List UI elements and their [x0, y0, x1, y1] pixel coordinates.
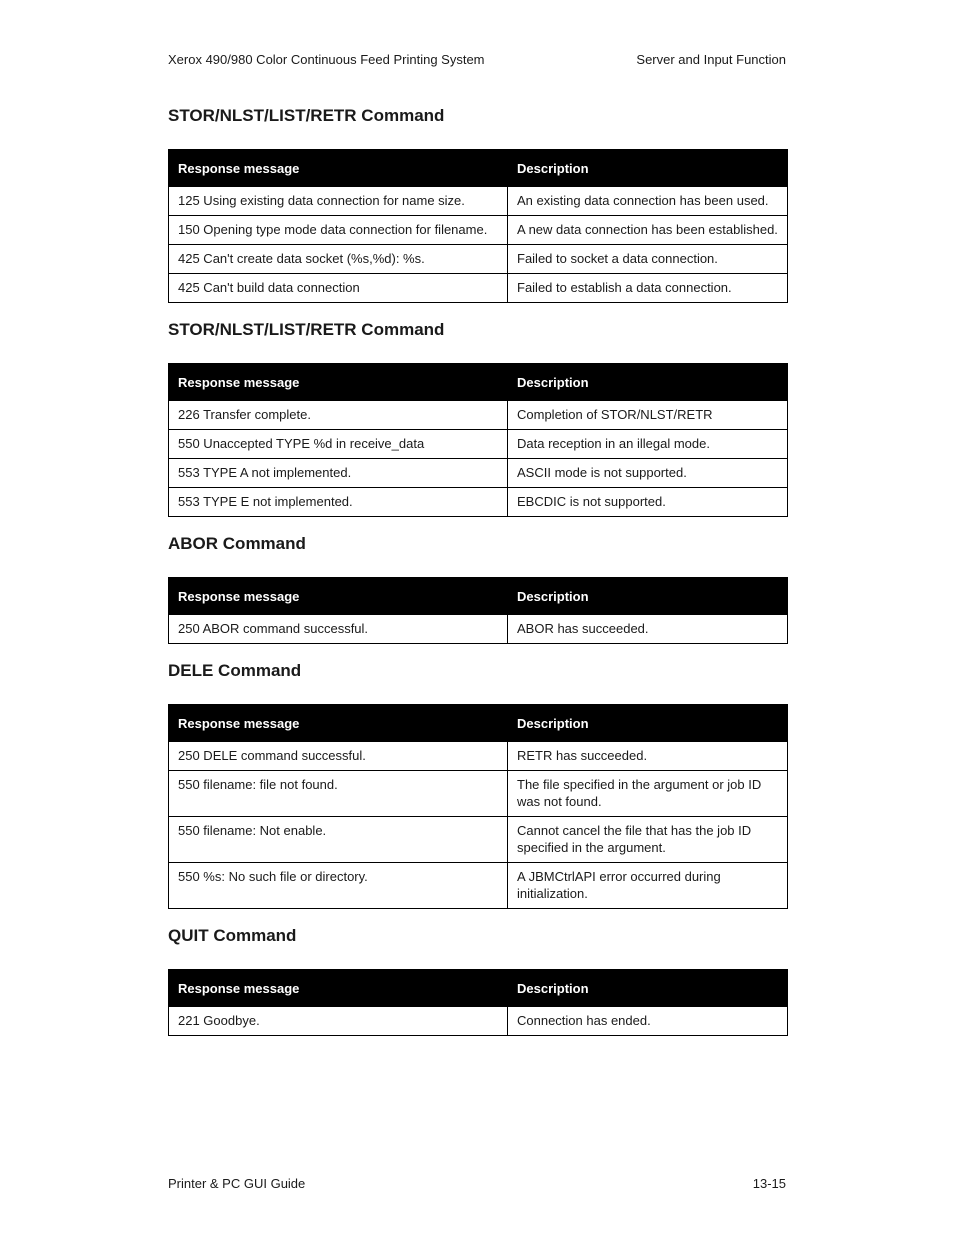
description-cell: Completion of STOR/NLST/RETR — [508, 401, 788, 430]
column-header-response-message: Response message — [169, 364, 508, 401]
table-row — [169, 401, 788, 430]
table-header-row — [169, 705, 788, 742]
response-message-cell: 221 Goodbye. — [169, 1007, 508, 1036]
response-message-cell: 226 Transfer complete. — [169, 401, 508, 430]
command-section — [168, 533, 787, 644]
table-row — [169, 488, 788, 517]
column-header-response-message: Response message — [169, 970, 508, 1007]
command-section — [168, 660, 787, 909]
column-header-response-message: Response message — [169, 150, 508, 187]
table-row — [169, 742, 788, 771]
response-message-cell: 150 Opening type mode data connection for filename. — [169, 216, 508, 245]
response-message-cell: 250 ABOR command successful. — [169, 615, 508, 644]
response-table — [168, 969, 788, 1036]
table-row — [169, 187, 788, 216]
column-header-response-message: Response message — [169, 578, 508, 615]
section-title: STOR/NLST/LIST/RETR Command — [168, 106, 445, 125]
table-row — [169, 863, 788, 909]
response-message-cell: 425 Can't create data socket (%s,%d): %s. — [169, 245, 508, 274]
table-row — [169, 817, 788, 863]
table-row — [169, 245, 788, 274]
table-row — [169, 615, 788, 644]
column-header-response-message: Response message — [169, 705, 508, 742]
table-row — [169, 216, 788, 245]
response-message-cell: 125 Using existing data connection for name size. — [169, 187, 508, 216]
command-section — [168, 925, 787, 1036]
description-cell: An existing data connection has been used. — [508, 187, 788, 216]
table-row — [169, 771, 788, 817]
table-header-row — [169, 364, 788, 401]
section-title: STOR/NLST/LIST/RETR Command — [168, 320, 445, 339]
description-cell: RETR has succeeded. — [508, 742, 788, 771]
description-cell: EBCDIC is not supported. — [508, 488, 788, 517]
description-cell: ABOR has succeeded. — [508, 615, 788, 644]
table-row — [169, 274, 788, 303]
command-section — [168, 105, 787, 303]
section-title: ABOR Command — [168, 534, 306, 553]
response-table — [168, 704, 788, 909]
response-message-cell: 250 DELE command successful. — [169, 742, 508, 771]
response-message-cell: 553 TYPE E not implemented. — [169, 488, 508, 517]
footer-guide-name: Printer & PC GUI Guide — [168, 1176, 306, 1191]
table-row — [169, 1007, 788, 1036]
column-header-description: Description — [508, 705, 788, 742]
table-header-row — [169, 150, 788, 187]
table-header-row — [169, 578, 788, 615]
page-header — [168, 52, 786, 68]
section-title: DELE Command — [168, 661, 302, 680]
response-message-cell: 553 TYPE A not implemented. — [169, 459, 508, 488]
response-table — [168, 577, 788, 644]
response-message-cell: 550 %s: No such file or directory. — [169, 863, 508, 909]
response-message-cell: 550 filename: file not found. — [169, 771, 508, 817]
column-header-description: Description — [508, 970, 788, 1007]
page-footer — [168, 1176, 786, 1192]
response-message-cell: 550 filename: Not enable. — [169, 817, 508, 863]
command-section — [168, 319, 787, 517]
page-number: 13-15 — [752, 1176, 786, 1191]
table-row — [169, 459, 788, 488]
description-cell: Cannot cancel the file that has the job ID specified in the argument. — [508, 817, 788, 863]
description-cell: Connection has ended. — [508, 1007, 788, 1036]
section-title: QUIT Command — [168, 926, 297, 945]
response-message-cell: 550 Unaccepted TYPE %d in receive_data — [169, 430, 508, 459]
page-content — [168, 105, 787, 1052]
response-message-cell: 425 Can't build data connection — [169, 274, 508, 303]
table-header-row — [169, 970, 788, 1007]
column-header-description: Description — [508, 364, 788, 401]
header-chapter-title: Server and Input Function — [636, 52, 786, 67]
column-header-description: Description — [508, 150, 788, 187]
header-document-title: Xerox 490/980 Color Continuous Feed Printing System — [168, 52, 485, 67]
response-table — [168, 363, 788, 517]
column-header-description: Description — [508, 578, 788, 615]
description-cell: Data reception in an illegal mode. — [508, 430, 788, 459]
description-cell: A new data connection has been established. — [508, 216, 788, 245]
description-cell: Failed to establish a data connection. — [508, 274, 788, 303]
description-cell: A JBMCtrlAPI error occurred during initialization. — [508, 863, 788, 909]
description-cell: The file specified in the argument or job ID was not found. — [508, 771, 788, 817]
response-table — [168, 149, 788, 303]
description-cell: ASCII mode is not supported. — [508, 459, 788, 488]
table-row — [169, 430, 788, 459]
description-cell: Failed to socket a data connection. — [508, 245, 788, 274]
